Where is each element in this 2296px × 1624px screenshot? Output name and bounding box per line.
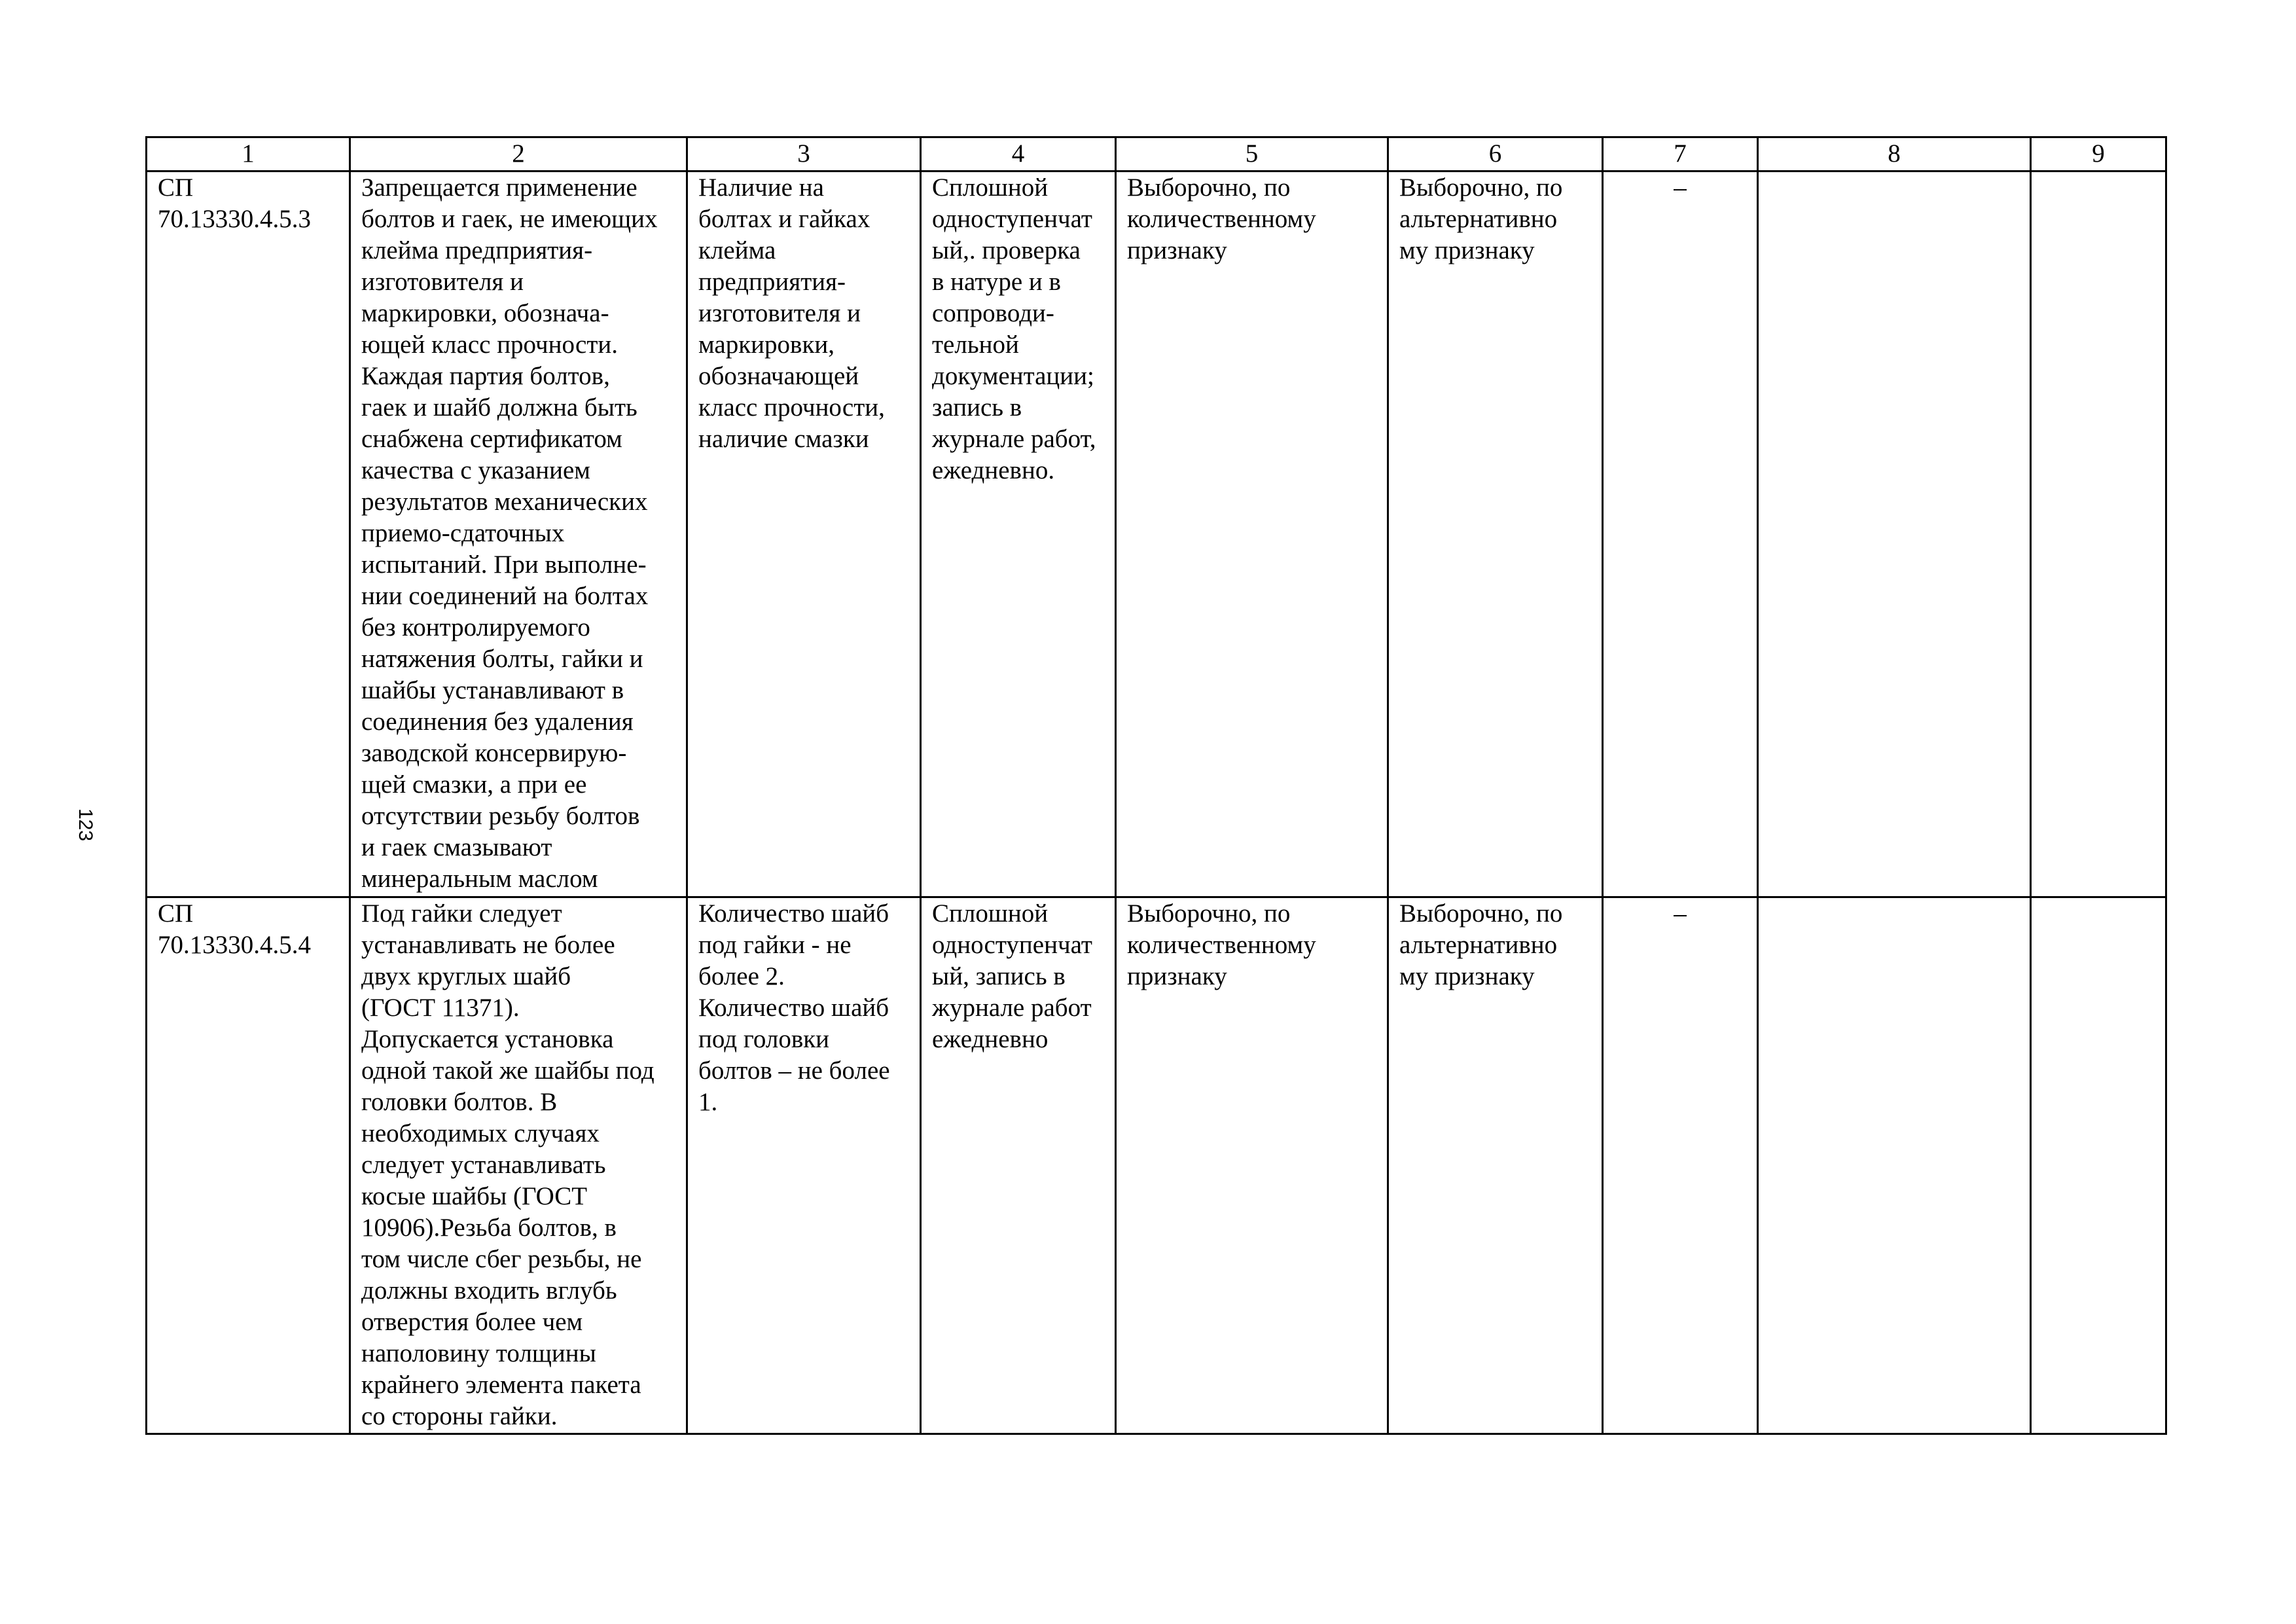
controlled-parameter-cell: Наличие на болтах и гайках клейма предприятия- изготовителя и маркировки, обозначающей класс прочности, наличие смазки — [687, 171, 921, 897]
column-8-cell — [1758, 897, 2031, 1434]
acceptance-cell: Выборочно, по альтернативно му признаку — [1388, 897, 1603, 1434]
norm-reference-cell: СП 70.13330.4.5.3 — [147, 171, 350, 897]
requirement-text-cell: Запрещается применение болтов и гаек, не имеющих клейма предприятия- изготовителя и маркировки, обознача- ющей класс прочности. Каждая партия болтов, гаек и шайб должна быть снабжена сертификатом качества с указанием результатов механических приемо-сдаточных испытаний. При выполне- нии соединений на болтах без контролируемого натяжения болты, гайки и шайбы устанавливают в соединения без удаления заводской консервирую- щей смазки, а при ее отсутствии резьбу болтов и гаек смазывают минеральным маслом — [350, 171, 687, 897]
column-header: 4 — [921, 137, 1116, 171]
column-header: 8 — [1758, 137, 2031, 171]
table-row — [147, 897, 2166, 1434]
column-header: 5 — [1116, 137, 1388, 171]
column-9-cell — [2031, 171, 2166, 897]
acceptance-cell: Выборочно, по альтернативно му признаку — [1388, 171, 1603, 897]
controlled-parameter-cell: Количество шайб под гайки - не более 2. Количество шайб под головки болтов – не более 1. — [687, 897, 921, 1434]
column-7-cell: – — [1603, 897, 1758, 1434]
sampling-cell: Выборочно, по количественному признаку — [1116, 897, 1388, 1434]
column-header: 6 — [1388, 137, 1603, 171]
table-header-row — [147, 137, 2166, 171]
column-header: 2 — [350, 137, 687, 171]
column-header: 7 — [1603, 137, 1758, 171]
control-method-cell: Сплошной одноступенчат ый, запись в журнале работ ежедневно — [921, 897, 1116, 1434]
column-7-cell: – — [1603, 171, 1758, 897]
column-header: 9 — [2031, 137, 2166, 171]
column-header: 1 — [147, 137, 350, 171]
control-method-cell: Сплошной одноступенчат ый,. проверка в натуре и в сопроводи- тельной документации; запись в журнале работ, ежедневно. — [921, 171, 1116, 897]
column-9-cell — [2031, 897, 2166, 1434]
table-row — [147, 171, 2166, 897]
page-number: 123 — [75, 808, 96, 842]
norm-reference-cell: СП 70.13330.4.5.4 — [147, 897, 350, 1434]
requirement-text-cell: Под гайки следует устанавливать не более двух круглых шайб (ГОСТ 11371). Допускается установка одной такой же шайбы под головки болтов. В необходимых случаях следует устанавливать косые шайбы (ГОСТ 10906).Резьба болтов, в том числе сбег резьбы, не должны входить вглубь отверстия более чем наполовину толщины крайнего элемента пакета со стороны гайки. — [350, 897, 687, 1434]
column-8-cell — [1758, 171, 2031, 897]
column-header: 3 — [687, 137, 921, 171]
sampling-cell: Выборочно, по количественному признаку — [1116, 171, 1388, 897]
requirements-table — [145, 136, 2167, 1435]
